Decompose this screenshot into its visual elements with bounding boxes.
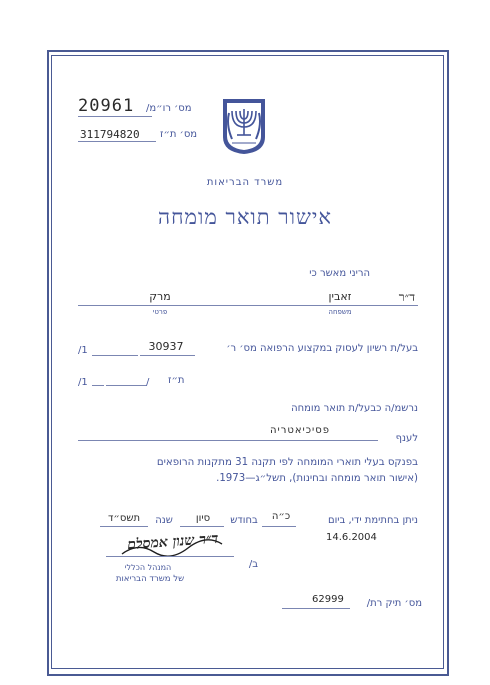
file-underline (282, 608, 350, 609)
name-prefix: ד״ר (398, 290, 415, 304)
signatory-org: של משרד הבריאות (115, 574, 185, 584)
reg-label: מס׳ רו״מ/ (146, 103, 192, 114)
license-text: בעל/ת רשיון לעסוק במקצוע הרפואה מס׳ ר׳ (226, 343, 418, 354)
month-underline (180, 526, 224, 527)
id-label: מס׳ ת״ז (160, 129, 198, 140)
family-name: זאבין (328, 290, 352, 303)
year-underline (100, 526, 148, 527)
signature-underline (106, 556, 234, 557)
tz-underline-1 (106, 385, 146, 386)
signed-intro: ניתן בחתימת ידי, ביום (327, 515, 418, 526)
id-number: 311794820 (80, 128, 140, 141)
signed-day: כ״ה (271, 511, 291, 522)
signed-year: תשס״ד (107, 513, 141, 524)
license-number-underline (140, 355, 195, 356)
regulation-line-2: (אישור תואר מומחה ובחינות), תשל״ג—1973. (216, 473, 418, 484)
license-number: 30937 (148, 340, 184, 353)
certify-text: הריני מאשר כי (309, 268, 370, 279)
signatory-prefix: ב/ (248, 559, 258, 570)
name-underline (78, 305, 418, 306)
regulation-line-1: בפנקס בעלי תוארי המומחה לפי תקנה 31 מתקנות הרופאים (156, 457, 418, 468)
state-emblem-icon (220, 97, 268, 155)
signatory-title: המנהל הכללי (124, 563, 172, 572)
tz-suffix: /1 (78, 377, 88, 388)
reg-underline (78, 116, 152, 117)
reg-number: 20961 (78, 96, 135, 116)
license-suffix-underline (92, 355, 138, 356)
specialty-underline (78, 440, 378, 441)
tz-underline-2 (92, 385, 104, 386)
month-label: בחודש (230, 515, 258, 526)
given-caption: פרטי (152, 308, 168, 316)
signed-date: 14.6.2004 (326, 532, 377, 543)
certificate-title: אישור תואר מומחה (158, 205, 332, 229)
specialty-label: לענף (395, 433, 418, 444)
tz-label: ת״ז (168, 375, 185, 386)
year-label: שנה (155, 515, 173, 526)
file-label: מס׳ תיק רת/ (366, 598, 422, 609)
license-suffix-1: /1 (78, 345, 88, 356)
ministry-name: משרד הבריאות (206, 177, 284, 188)
day-underline (262, 526, 296, 527)
given-name: מרק (149, 290, 171, 303)
id-underline (78, 141, 156, 142)
file-number: 62999 (312, 594, 344, 605)
family-caption: משפחה (328, 308, 352, 316)
specialty-value: פסיכיאטריה (269, 425, 331, 436)
signed-month: סיון (195, 513, 211, 524)
registered-text: נרשמ/ה כבעל/ת תואר מומחה (291, 403, 418, 414)
signatory-name: ד״ר שנון אמסלם (126, 530, 220, 554)
